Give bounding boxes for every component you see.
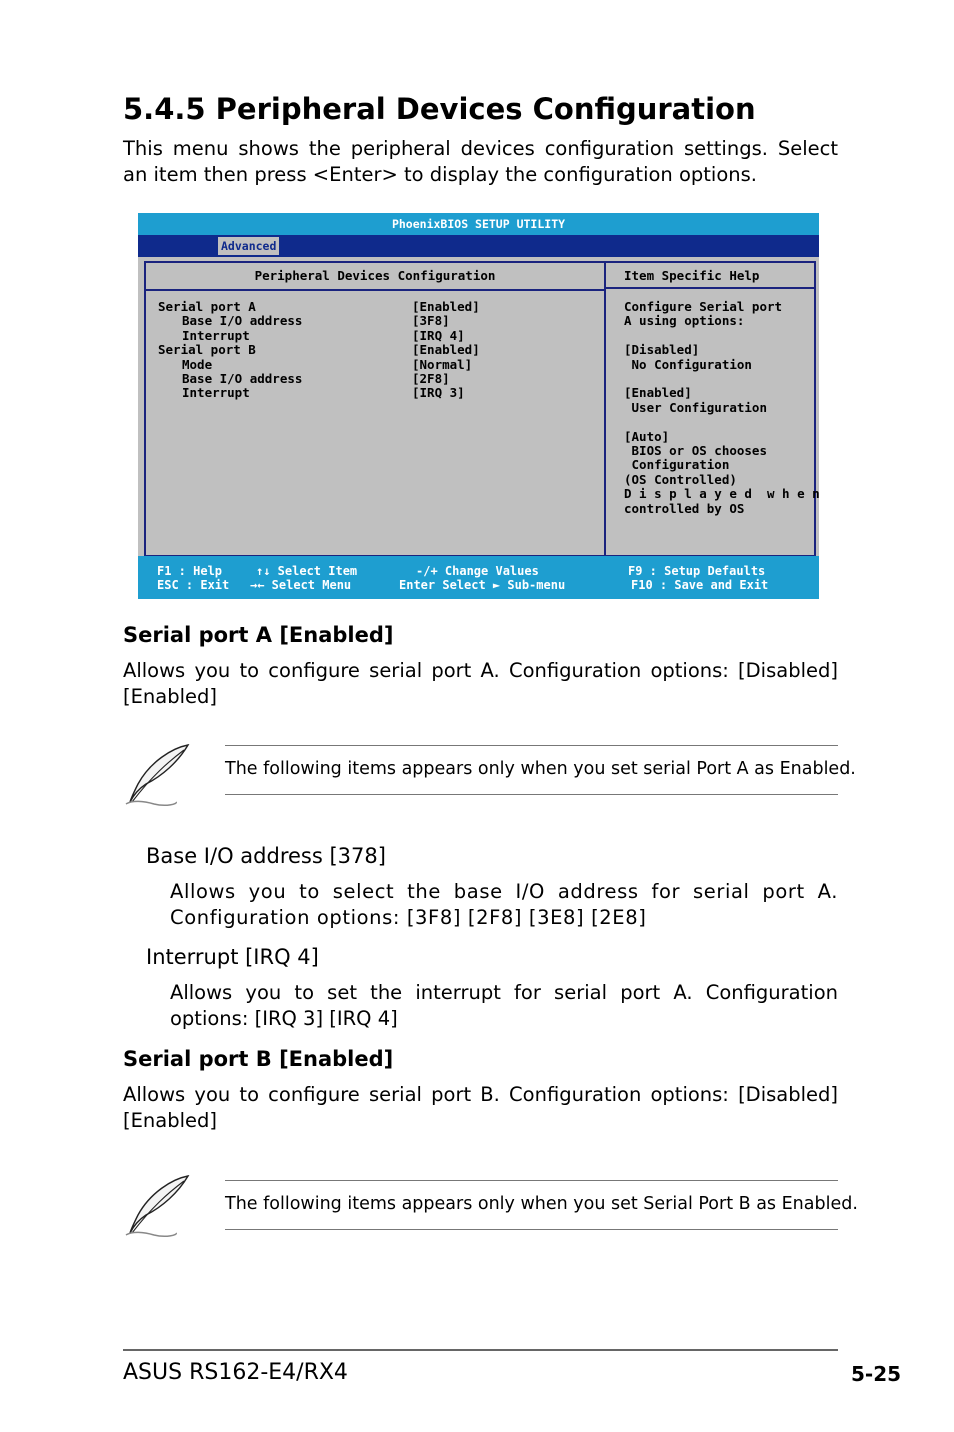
bios-footer: [138, 556, 819, 599]
bios-item-label[interactable]: Serial port A: [158, 299, 256, 314]
serial-a-description: Allows you to configure serial port A. Configuration options: [Disabled] [Enabled]: [123, 659, 838, 708]
bios-help-line: A using options:: [624, 313, 745, 329]
bios-help-line: D i s p l a y e d w h e n: [624, 486, 820, 502]
bios-title-bar: PhoenixBIOS SETUP UTILITY: [138, 213, 819, 235]
bios-help-line: (OS Controlled): [624, 471, 737, 487]
serial-a-heading: Serial port A [Enabled]: [123, 623, 394, 647]
bios-help-line: No Configuration: [624, 356, 752, 372]
bios-settings-panel: [144, 261, 606, 557]
bios-key-save-exit: F10 : Save and Exit: [631, 578, 769, 592]
bios-item-value[interactable]: [IRQ 3]: [412, 385, 465, 401]
bios-key-select-menu: →← Select Menu: [250, 578, 352, 592]
bios-key-help: F1 : Help: [157, 564, 223, 578]
feather-icon: [122, 1173, 194, 1239]
note-a-top-rule: [225, 745, 838, 746]
interrupt-description: Allows you to set the interrupt for serial port A. Configuration options: [IRQ 3] [IRQ 4]: [170, 981, 838, 1030]
bios-help-line: User Configuration: [624, 399, 767, 415]
bios-help-line: controlled by OS: [624, 500, 745, 516]
bios-menu-bar: [138, 235, 819, 257]
bios-key-defaults: F9 : Setup Defaults: [628, 564, 766, 578]
bios-item-value[interactable]: [2F8]: [412, 371, 450, 386]
bios-item-label[interactable]: Mode: [182, 356, 213, 372]
bios-panel-title: Peripheral Devices Configuration: [146, 263, 604, 291]
bios-help-line: [Disabled]: [624, 342, 700, 358]
bios-item-label[interactable]: Serial port B: [158, 342, 256, 358]
note-a-text: The following items appears only when you set serial Port A as Enabled.: [225, 759, 856, 779]
bios-key-enter: Enter Select ► Sub-menu: [399, 578, 566, 592]
bios-key-exit: ESC : Exit: [157, 578, 230, 592]
feather-icon: [122, 742, 194, 808]
footer-page-number: 5-25: [851, 1362, 902, 1386]
base-address-description: Allows you to select the base I/O address for serial port A. Configuration options: [3F8] [2F8] [3E8] [2E8]: [170, 880, 838, 929]
bios-item-value[interactable]: [Normal]: [412, 356, 473, 372]
bios-help-line: [Auto]: [624, 428, 670, 444]
serial-b-description: Allows you to configure serial port B. Configuration options: [Disabled] [Enabled]: [123, 1083, 838, 1132]
bios-key-change-values: -/+ Change Values: [416, 564, 539, 578]
bios-tab-advanced[interactable]: Advanced: [218, 237, 279, 255]
bios-help-line: [Enabled]: [624, 385, 692, 401]
footer-product: ASUS RS162-E4/RX4: [123, 1360, 348, 1385]
serial-b-heading: Serial port B [Enabled]: [123, 1047, 394, 1071]
bios-item-label[interactable]: Base I/O address: [182, 313, 303, 329]
interrupt-heading: Interrupt [IRQ 4]: [146, 945, 319, 969]
note-b-text: The following items appears only when you set Serial Port B as Enabled.: [225, 1194, 858, 1214]
note-b-top-rule: [225, 1180, 838, 1181]
bios-screenshot: [138, 213, 819, 599]
bios-help-line: BIOS or OS chooses: [624, 443, 767, 458]
bios-item-label[interactable]: Interrupt: [182, 385, 250, 401]
bios-key-select-item: ↑↓ Select Item: [256, 564, 358, 578]
bios-help-title: Item Specific Help: [606, 263, 814, 289]
bios-help-line: Configure Serial port: [624, 299, 783, 314]
bios-help-panel: [604, 261, 820, 557]
bios-item-value[interactable]: [Enabled]: [412, 342, 480, 358]
bios-help-line: Configuration: [624, 457, 730, 473]
note-a-bottom-rule: [225, 794, 838, 795]
base-address-heading: Base I/O address [378]: [146, 844, 386, 868]
bios-item-value[interactable]: [3F8]: [412, 313, 450, 329]
bios-item-label[interactable]: Interrupt: [182, 327, 250, 343]
section-title: 5.4.5 Peripheral Devices Configuration: [123, 92, 756, 126]
bios-item-value[interactable]: [Enabled]: [412, 299, 480, 314]
section-intro: This menu shows the peripheral devices configuration settings. Select an item then press <Enter> to display the configuration options.: [123, 137, 838, 186]
bios-item-label[interactable]: Base I/O address: [182, 371, 303, 386]
note-b-bottom-rule: [225, 1229, 838, 1230]
footer-rule: [123, 1349, 838, 1351]
bios-item-value[interactable]: [IRQ 4]: [412, 327, 465, 343]
